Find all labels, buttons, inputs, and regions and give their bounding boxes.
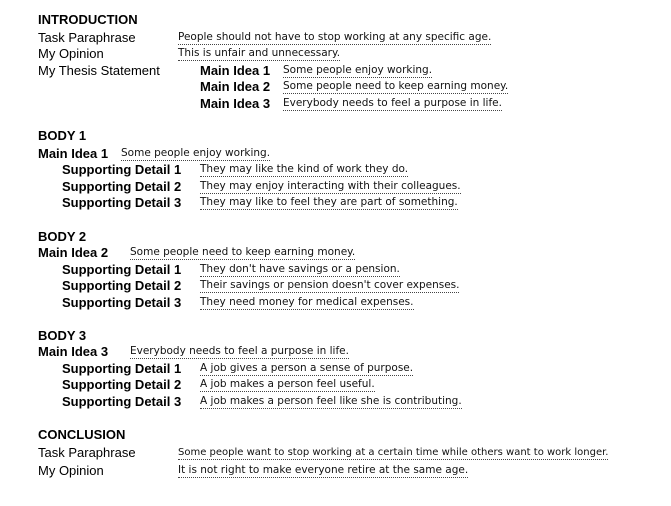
intro-idea-1-text: Some people enjoy working. [283,64,433,76]
body2-detail-3-label: Supporting Detail 3 [62,295,182,310]
body1-detail-3-text: They may like to feel they are part of something. [200,196,458,208]
intro-opinion-text: This is unfair and unnecessary. [178,47,341,59]
body2-detail-2-label: Supporting Detail 2 [62,278,182,293]
intro-opinion-label: My Opinion [38,46,104,61]
body3-heading: BODY 3 [38,328,87,343]
intro-thesis-label: My Thesis Statement [38,63,160,78]
conclusion-opinion-label: My Opinion [38,463,104,478]
body1-detail-2-label: Supporting Detail 2 [62,179,182,194]
body1-main-label: Main Idea 1 [38,146,109,161]
body2-detail-1-text: They don't have savings or a pension. [200,263,400,275]
body1-heading: BODY 1 [38,128,87,143]
body3-detail-3-label: Supporting Detail 3 [62,394,182,409]
introduction-heading: INTRODUCTION [38,12,138,27]
conclusion-task-label: Task Paraphrase [38,445,136,460]
body2-detail-2-text: Their savings or pension doesn't cover expenses. [200,279,460,291]
body3-detail-3-text: A job makes a person feel like she is contributing. [200,395,462,407]
intro-task-text: People should not have to stop working at any specific age. [178,31,492,43]
intro-idea-2-label: Main Idea 2 [200,79,271,94]
body3-detail-1-text: A job gives a person a sense of purpose. [200,362,414,374]
body3-detail-1-label: Supporting Detail 1 [62,361,182,376]
body3-detail-2-text: A job makes a person feel useful. [200,378,375,390]
intro-idea-1-label: Main Idea 1 [200,63,271,78]
body2-detail-1-label: Supporting Detail 1 [62,262,182,277]
intro-idea-3-text: Everybody needs to feel a purpose in life. [283,97,502,109]
body2-detail-3-text: They need money for medical expenses. [200,296,414,308]
body2-main-label: Main Idea 2 [38,245,109,260]
body1-detail-2-text: They may enjoy interacting with their colleagues. [200,180,461,192]
body2-main-text: Some people need to keep earning money. [130,246,356,258]
body3-main-text: Everybody needs to feel a purpose in life. [130,345,349,357]
body3-main-label: Main Idea 3 [38,344,109,359]
body2-heading: BODY 2 [38,229,87,244]
conclusion-task-text: Some people want to stop working at a certain time while others want to work longer. [178,447,609,458]
body1-detail-3-label: Supporting Detail 3 [62,195,182,210]
conclusion-heading: CONCLUSION [38,427,126,442]
conclusion-opinion-text: It is not right to make everyone retire at the same age. [178,464,469,476]
intro-idea-3-label: Main Idea 3 [200,96,271,111]
intro-task-label: Task Paraphrase [38,30,136,45]
body1-detail-1-text: They may like the kind of work they do. [200,163,409,175]
body1-detail-1-label: Supporting Detail 1 [62,162,182,177]
intro-idea-2-text: Some people need to keep earning money. [283,80,509,92]
body1-main-text: Some people enjoy working. [121,147,271,159]
body3-detail-2-label: Supporting Detail 2 [62,377,182,392]
